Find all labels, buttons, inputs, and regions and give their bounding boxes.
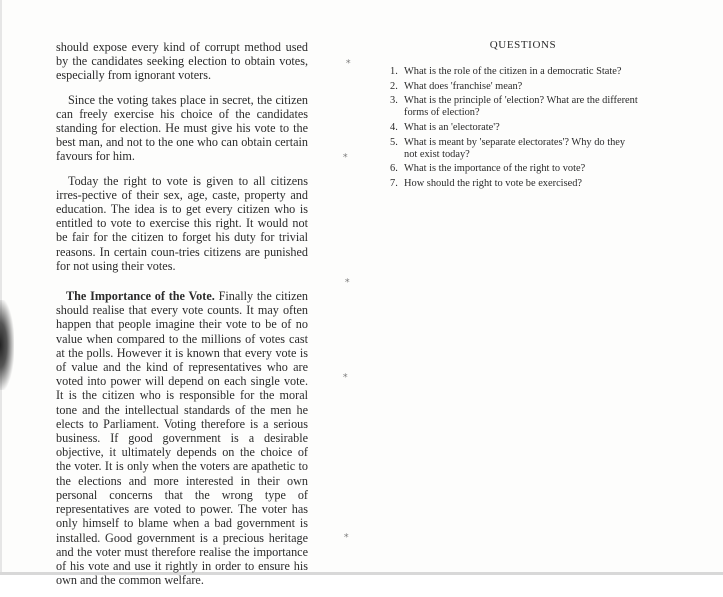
question-number: 2. xyxy=(390,80,398,92)
scan-edge xyxy=(0,0,2,575)
question-text: What is the principle of 'election? What are the different forms of election? xyxy=(404,95,638,119)
question-number: 5. xyxy=(390,136,398,148)
paragraph-secret-voting: Since the voting takes place in secret, the citizen can freely exercise his choice of the candidates standing for election. He must give his vote to the best man, and not to the one who can obtain certain favours for him. xyxy=(56,92,308,164)
question-item xyxy=(390,137,640,161)
question-text: What is the role of the citizen in a democratic State? xyxy=(404,65,622,77)
question-item xyxy=(390,81,640,93)
gutter-speck: ⁎ xyxy=(346,55,351,65)
question-text: What is the importance of the right to vote? xyxy=(404,163,586,175)
question-number: 3. xyxy=(390,95,398,107)
section-body: Finally the citizen should realise that every vote counts. It may often happen that people imagine their vote to be of no value when compared to the millions of votes cast at the polls. However it is known that every vote is of value and the kind of representatives who are voted into power will depend on each single vote. It is the citizen who is responsible for the moral tone and the intellectual standards of the men he elects to Parliament. Voting therefore is a serious business. If good government is a desirable objective, it ultimately depends on the choice of the voter. It is only when the voters are apathetic to the elections and more interested in their own personal concerns that the wrong type of representatives are voted to power. The voter has only himself to blame when a bad government is installed. Good government is a precious heritage and the voter must therefore realise the importance of his vote and use it rightly in order to ensure his own and the common welfare. xyxy=(56,289,309,588)
question-text: What does 'franchise' mean? xyxy=(404,80,523,92)
section-importance-of-vote xyxy=(56,289,308,587)
question-item xyxy=(390,163,640,175)
questions-heading: QUESTIONS xyxy=(489,39,557,51)
gutter-speck: ⁎ xyxy=(345,274,350,284)
section-heading: The Importance of the Vote. xyxy=(66,289,215,304)
question-number: 6. xyxy=(390,163,398,175)
question-text: How should the right to vote be exercised? xyxy=(404,178,583,190)
right-page-questions xyxy=(390,40,640,193)
question-number: 4. xyxy=(390,121,398,133)
question-item xyxy=(390,122,640,134)
binding-shadow xyxy=(0,300,14,390)
question-item xyxy=(390,95,640,119)
paragraph-right-to-vote: Today the right to vote is given to all citizens irres-pective of their sex, age, caste, property and education. The idea is to get every citizen who is entitled to vote to exercise this right. It would not be fair for the citizen to forget his duty for trivial reasons. In certain coun-tries citizens are punished for not using their votes. xyxy=(56,173,308,273)
question-number: 1. xyxy=(390,65,398,77)
question-text: What is meant by 'separate electorates'? Why do they not exist today? xyxy=(404,136,626,160)
question-text: What is an 'electorate'? xyxy=(404,121,500,133)
question-number: 7. xyxy=(390,178,398,190)
gutter-speck: ⁎ xyxy=(343,369,348,379)
gutter-speck: ⁎ xyxy=(343,149,348,159)
paragraph-continued: should expose every kind of corrupt method used by the candidates seeking election to obtain votes, especially from ignorant voters. xyxy=(56,40,308,83)
questions-list xyxy=(390,66,640,190)
left-page-text xyxy=(56,40,308,597)
gutter-speck: ⁎ xyxy=(344,529,349,539)
question-item xyxy=(390,178,640,190)
question-item xyxy=(390,66,640,78)
